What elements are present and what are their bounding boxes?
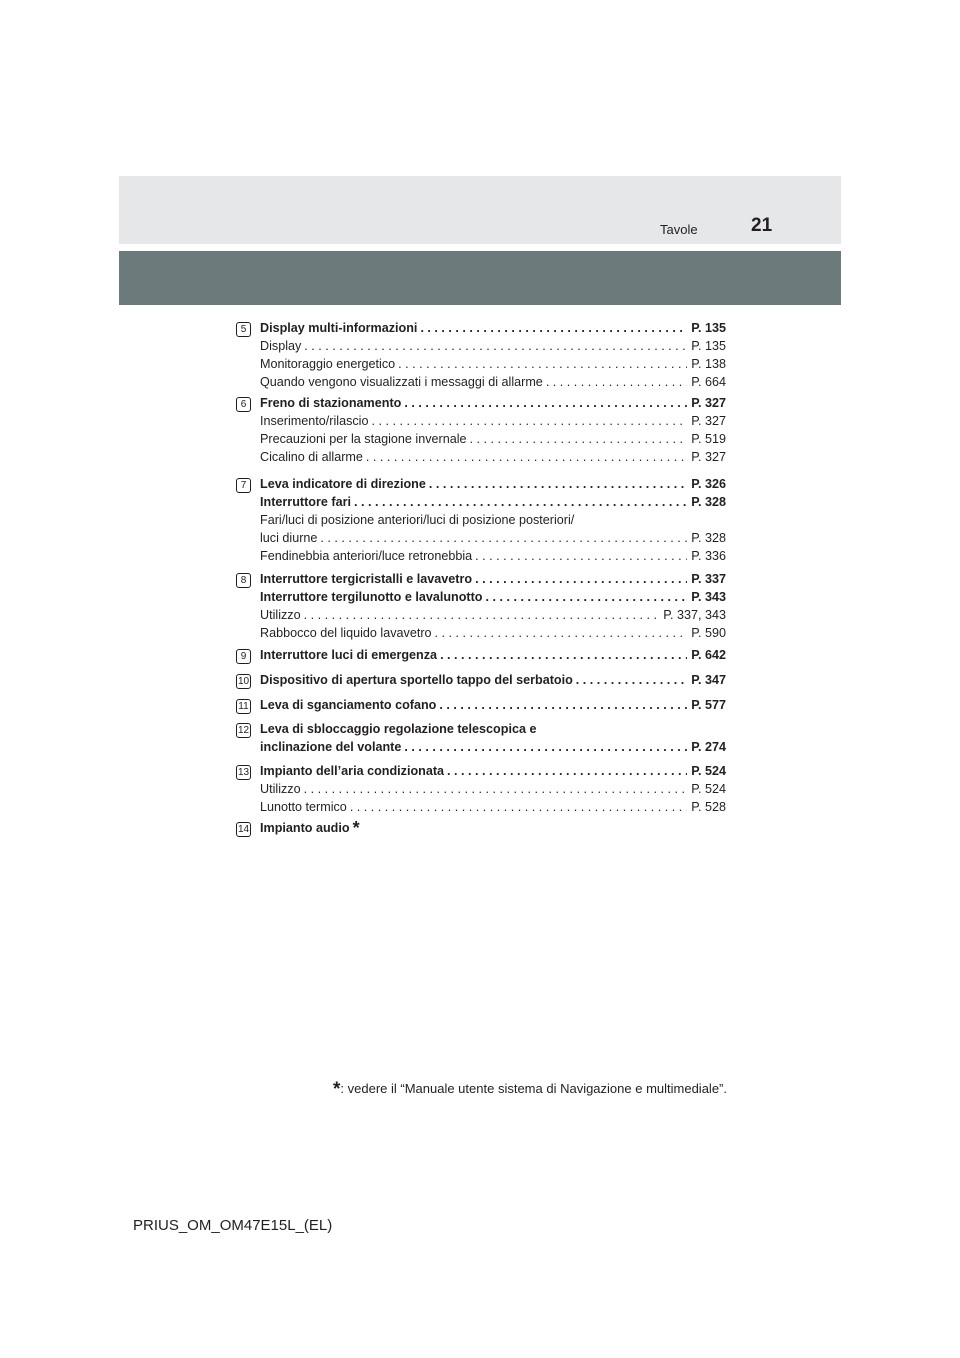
- index-entry[interactable]: [260, 780, 726, 798]
- index-entry[interactable]: [260, 448, 726, 466]
- page-reference[interactable]: P. 590: [691, 626, 726, 640]
- index-entry[interactable]: [260, 337, 726, 355]
- page-reference[interactable]: P. 519: [691, 432, 726, 446]
- item-number-badge: 11: [236, 699, 251, 714]
- dot-leader: [404, 394, 687, 412]
- index-entry[interactable]: [260, 529, 726, 547]
- entry-label: Impianto dell’aria condizionata: [260, 764, 445, 778]
- page-reference[interactable]: P. 327: [691, 414, 726, 428]
- item-number-badge: 6: [236, 397, 251, 412]
- item-number-badge: 13: [237, 767, 250, 778]
- entry-label: Rabbocco del liquido lavavetro: [260, 626, 432, 640]
- entry-label: Display: [260, 339, 302, 353]
- entry-label: Leva di sganciamento cofano: [260, 698, 437, 712]
- footnote-marker: *: [352, 818, 360, 838]
- entry-label: Cicalino di allarme: [260, 450, 363, 464]
- dot-leader: [354, 493, 687, 511]
- dot-leader: [470, 430, 688, 448]
- index-entry[interactable]: [260, 493, 726, 511]
- dot-leader: [440, 646, 687, 664]
- entry-label: Fendinebbia anteriori/luce retronebbia: [260, 549, 473, 563]
- page-reference[interactable]: P. 524: [691, 764, 726, 778]
- page-reference[interactable]: P. 337, 343: [663, 608, 726, 622]
- index-group: [236, 720, 726, 756]
- page-reference[interactable]: P. 528: [691, 800, 726, 814]
- dot-leader: [420, 319, 687, 337]
- index-entry[interactable]: [260, 819, 726, 837]
- index-group: [236, 696, 726, 714]
- index-entry[interactable]: [260, 430, 726, 448]
- index-entry[interactable]: [260, 696, 726, 714]
- page-reference[interactable]: P. 642: [691, 648, 726, 662]
- item-number-badge: 10: [237, 676, 250, 687]
- item-number-badge: 9: [236, 649, 251, 664]
- entry-label: Precauzioni per la stagione invernale: [260, 432, 467, 446]
- index-entry[interactable]: [260, 475, 726, 493]
- page-reference[interactable]: P. 138: [691, 357, 726, 371]
- entry-label: Impianto audio: [260, 821, 350, 835]
- dot-leader: [546, 373, 687, 391]
- page-reference[interactable]: P. 135: [691, 321, 726, 335]
- index-group: [236, 819, 726, 837]
- footnote: [333, 1079, 727, 1101]
- page-reference[interactable]: P. 135: [691, 339, 726, 353]
- entry-label: Fari/luci di posizione anteriori/luci di posizione posteriori/: [260, 513, 575, 527]
- page-reference[interactable]: P. 327: [691, 396, 726, 410]
- entry-label: Monitoraggio energetico: [260, 357, 396, 371]
- dot-leader: [447, 762, 687, 780]
- page-reference[interactable]: P. 328: [691, 495, 726, 509]
- dot-leader: [304, 780, 688, 798]
- index-group: [236, 475, 726, 565]
- index-entry[interactable]: [260, 511, 726, 529]
- entry-label: Interruttore luci di emergenza: [260, 648, 438, 662]
- footnote-star: *: [333, 1079, 341, 1100]
- index-entry[interactable]: [260, 355, 726, 373]
- index-group: [236, 762, 726, 816]
- page-reference[interactable]: P. 337: [691, 572, 726, 586]
- index-entry[interactable]: [260, 394, 726, 412]
- entry-label: Utilizzo: [260, 782, 301, 796]
- dot-leader: [304, 337, 687, 355]
- page-reference[interactable]: P. 343: [691, 590, 726, 604]
- index-group: [236, 646, 726, 664]
- page-reference[interactable]: P. 664: [691, 375, 726, 389]
- entry-label: Interruttore tergilunotto e lavalunotto: [260, 590, 483, 604]
- entry-label: Inserimento/rilascio: [260, 414, 369, 428]
- item-number-badge: 7: [236, 478, 251, 493]
- index-group: [236, 394, 726, 466]
- page-reference[interactable]: P. 524: [691, 782, 726, 796]
- document-code: PRIUS_OM_OM47E15L_(EL): [133, 1217, 333, 1234]
- page-reference[interactable]: P. 328: [691, 531, 726, 545]
- dot-leader: [366, 448, 687, 466]
- dot-leader: [439, 696, 687, 714]
- entry-label: Leva di sbloccaggio regolazione telescopica e: [260, 722, 537, 736]
- entry-label: Leva indicatore di direzione: [260, 477, 426, 491]
- page-reference[interactable]: P. 274: [691, 740, 726, 754]
- item-number-badge: 14: [237, 824, 250, 835]
- index-entry[interactable]: [260, 588, 726, 606]
- dot-leader: [576, 671, 687, 689]
- page-number: 21: [751, 215, 773, 236]
- entry-label: Quando vengono visualizzati i messaggi di allarme: [260, 375, 543, 389]
- dot-leader: [475, 547, 687, 565]
- index-entry[interactable]: [260, 547, 726, 565]
- index-entry[interactable]: [260, 624, 726, 642]
- index-entry[interactable]: [260, 762, 726, 780]
- dot-leader: [350, 798, 687, 816]
- index-entry[interactable]: [260, 319, 726, 337]
- dot-leader: [372, 412, 688, 430]
- dot-leader: [304, 606, 660, 624]
- entry-label: Lunotto termico: [260, 800, 347, 814]
- index-entry[interactable]: [260, 798, 726, 816]
- item-number-badge: 12: [237, 725, 250, 736]
- index-group: [236, 671, 726, 689]
- dot-leader: [435, 624, 688, 642]
- index-group: [236, 570, 726, 642]
- index-entry[interactable]: [260, 412, 726, 430]
- entry-label: Display multi-informazioni: [260, 321, 418, 335]
- index-entry[interactable]: [260, 646, 726, 664]
- entry-label: Freno di stazionamento: [260, 396, 402, 410]
- entry-label: Utilizzo: [260, 608, 301, 622]
- dot-leader: [398, 355, 687, 373]
- page-reference[interactable]: P. 327: [691, 450, 726, 464]
- entry-label: Interruttore fari: [260, 495, 351, 509]
- index-entry[interactable]: [260, 738, 726, 756]
- entry-label: Dispositivo di apertura sportello tappo del serbatoio: [260, 673, 573, 687]
- dot-leader: [475, 570, 687, 588]
- dot-leader: [404, 738, 687, 756]
- entry-label: luci diurne: [260, 531, 318, 545]
- index-entry[interactable]: [260, 720, 726, 738]
- index-entry[interactable]: [260, 671, 726, 689]
- index-entry[interactable]: [260, 606, 726, 624]
- entry-label: inclinazione del volante: [260, 740, 402, 754]
- page-reference[interactable]: P. 347: [691, 673, 726, 687]
- dot-leader: [486, 588, 688, 606]
- index-group: [236, 319, 726, 391]
- item-number-badge: 8: [236, 573, 251, 588]
- page-reference[interactable]: P. 326: [691, 477, 726, 491]
- item-number-badge: 5: [236, 322, 251, 337]
- dot-leader: [320, 529, 687, 547]
- index-entry[interactable]: [260, 570, 726, 588]
- page-reference[interactable]: P. 577: [691, 698, 726, 712]
- index-entry[interactable]: [260, 373, 726, 391]
- dot-leader: [429, 475, 687, 493]
- page-reference[interactable]: P. 336: [691, 549, 726, 563]
- footnote-text: : vedere il “Manuale utente sistema di Navigazione e multimediale”.: [340, 1081, 727, 1096]
- entry-label: Interruttore tergicristalli e lavavetro: [260, 572, 473, 586]
- section-title: Tavole: [660, 222, 698, 237]
